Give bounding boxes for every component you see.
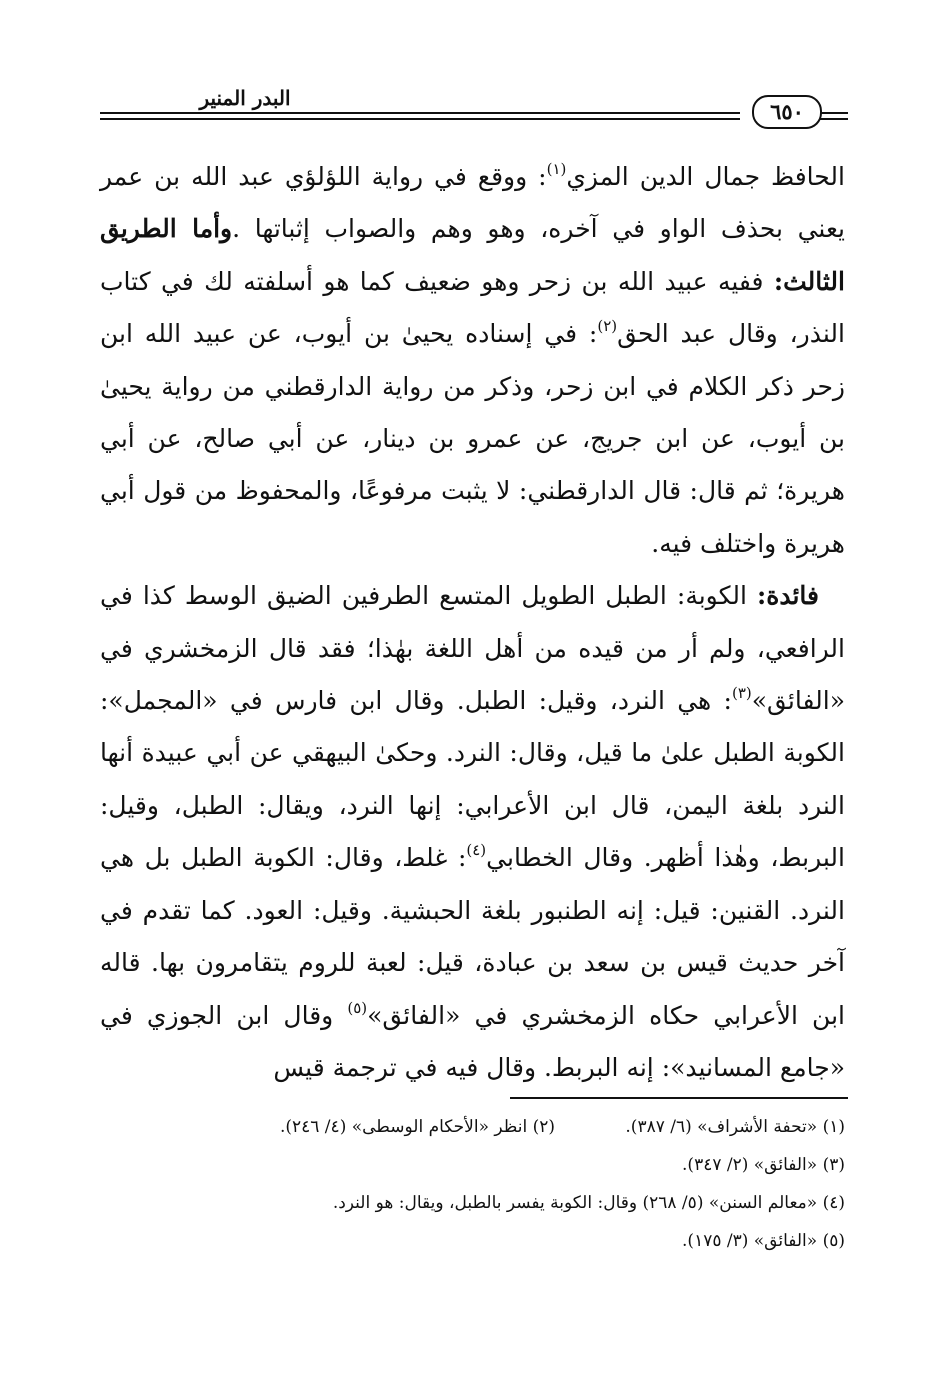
footnote-row	[100, 1108, 845, 1146]
paragraph-1	[100, 151, 845, 570]
footnote-1: (١) «تحفة الأشراف» (٦/ ٣٨٧).	[625, 1117, 845, 1137]
footnote-row	[100, 1184, 845, 1222]
paragraph-2	[100, 570, 845, 1094]
bold-heading: فائدة:	[757, 581, 819, 611]
footnote-marker-1: (١)	[546, 160, 567, 178]
header-rule-right-top	[820, 112, 848, 114]
page-number: ٦٥٠	[752, 95, 822, 129]
main-text	[100, 151, 845, 1094]
bold-heading: وأما الطريق الثالث:	[100, 214, 845, 296]
footnote-2: (٢) انظر «الأحكام الوسطى» (٤/ ٢٤٦).	[279, 1117, 555, 1137]
text-run: الكوبة: الطبل الطويل المتسع الطرفين الضيق الوسط كذا في الرافعي، ولم أر من قيده من أهل اللغة بهٰذا؛ فقد قال الزمخشري في «الفائق»	[100, 581, 845, 716]
footnote-row	[100, 1222, 845, 1260]
text-run: الحافظ جمال الدين المزي	[566, 162, 845, 191]
text-run: وقال ابن الجوزي في «جامع المسانيد»: إنه البربط. وقال فيه في ترجمة قيس	[100, 1000, 845, 1082]
footnote-5: (٥) «الفائق» (٣/ ١٧٥).	[682, 1231, 845, 1251]
footnote-marker-3: (٣)	[731, 684, 752, 703]
text-run: : ووقع في رواية اللؤلؤي عبد الله بن عمر يعني بحذف الواو في آخره، وهو وهم والصواب إثباتها .	[100, 162, 845, 244]
footnotes	[100, 1108, 845, 1260]
running-title: البدر المنير	[134, 86, 356, 110]
footnote-3: (٣) «الفائق» (٢/ ٣٤٧).	[682, 1155, 845, 1175]
header-rule-right-bottom	[820, 118, 848, 120]
page-header	[100, 86, 845, 128]
header-rule-bottom	[100, 118, 740, 120]
text-run: : في إسناده يحيىٰ بن أيوب، عن عبيد الله ابن زحر ذكر الكلام في ابن زحر، وذكر من رواية الدارقطني من رواية يحيىٰ بن أيوب، عن ابن جريج، عن عمرو بن دينار، عن أبي صالح، عن أبي هريرة؛ ثم قال: قال الدارقطني: لا يثبت مرفوعًا، والمحفوظ من قول أبي هريرة واختلف فيه.	[100, 319, 845, 558]
footnote-marker-2: (٢)	[597, 317, 618, 336]
footnote-marker-5: (٥)	[347, 998, 368, 1017]
footnote-row	[100, 1146, 845, 1184]
text-run: ففيه عبيد الله بن زحر وهو ضعيف كما هو أسلفته لك في كتاب النذر، وقال عبد الحق	[100, 266, 845, 349]
footnote-separator	[510, 1097, 848, 1099]
text-run: : غلط، وقال: الكوبة الطبل بل هي النرد. القنين: قيل: إنه الطنبور بلغة الحبشية. وقيل: العود. كما تقدم في آخر حديث قيس بن سعد بن عبادة، قيل: لعبة للروم يتقامرون بها. قاله ابن الأعرابي حكاه الزمخشري في «الفائق»	[100, 843, 845, 1030]
footnote-marker-4: (٤)	[466, 841, 487, 860]
header-rule-top	[100, 112, 740, 114]
text-run: : هي النرد، وقيل: الطبل. وقال ابن فارس في «المجمل»: الكوبة الطبل علىٰ ما قيل، وقال: النرد. وحكىٰ البيهقي عن أبي عبيدة أنها النرد بلغة اليمن، قال ابن الأعرابي: إنها النرد، ويقال: الطبل، وقيل: البربط، وهٰذا أظهر. وقال الخطابي	[100, 686, 845, 873]
footnote-4: (٤) «معالم السنن» (٥/ ٢٦٨) وقال: الكوبة يفسر بالطبل، ويقال: هو النرد.	[332, 1193, 845, 1213]
